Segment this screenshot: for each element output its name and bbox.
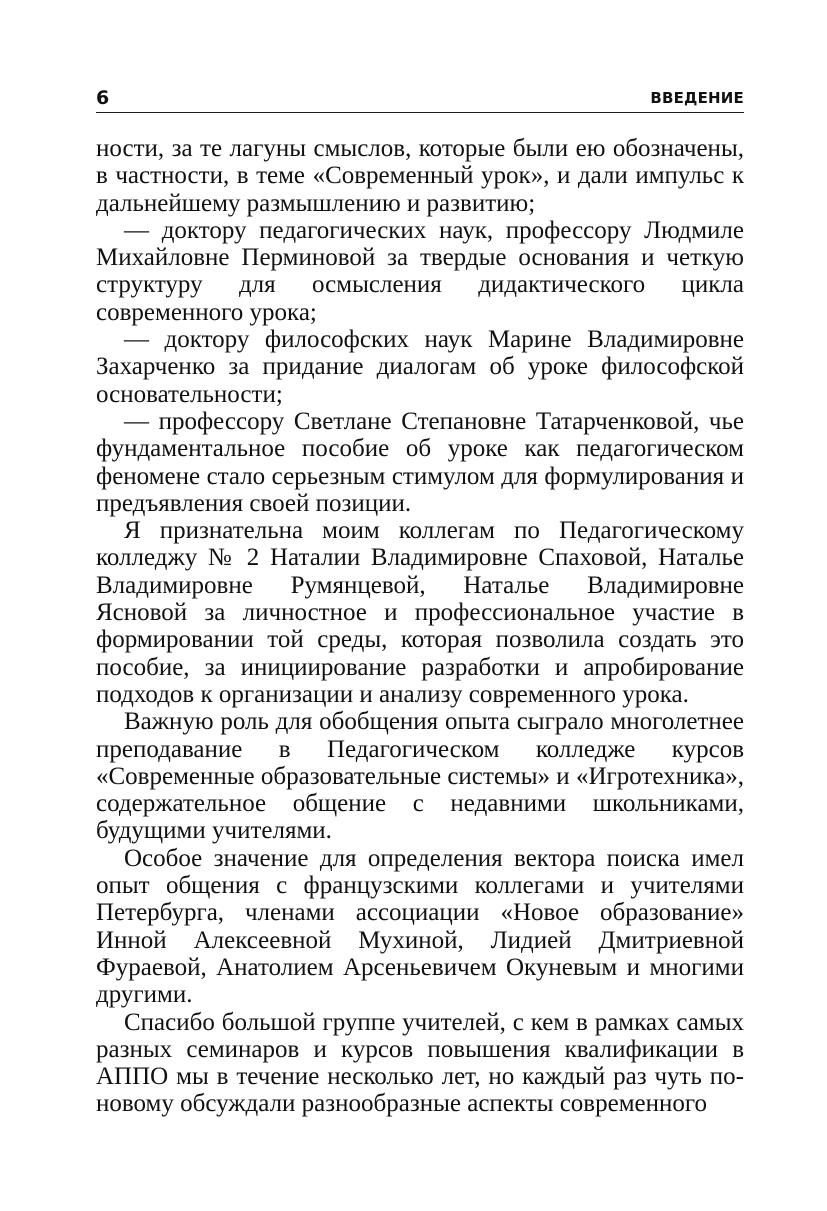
- paragraph: Особое значение для определения вектора поиска имел опыт общения с французскими коллегами и учителями Петербурга, членами ассоциации «Новое образование» Инной Алексеевной Мухиной, Лидией Дмитриевной Фураевой, Анатолием Арсеньевичем Окуневым и многими другими.: [96, 844, 744, 1009]
- paragraph: Спасибо большой группе учителей, с кем в рамках самых разных семинаров и курсов повышения квалификации в АППО мы в течение несколько лет, но каждый раз чуть по-новому обсуждали разнообразные аспекты современного: [96, 1008, 744, 1118]
- paragraph: Я признательна моим коллегам по Педагогическому колледжу № 2 Наталии Владимировне Спаховой, Наталье Владимировне Румянцевой, Наталье Владимировне Ясновой за личностное и профессиональное участие в формировании той среды, которая позволила создать это пособие, за инициирование разработки и апробирование подходов к организации и анализу современного урока.: [96, 517, 744, 708]
- paragraph-continuation: ности, за те лагуны смыслов, которые были ею обозначены, в частности, в теме «Современный урок», и дали импульс к дальнейшему размышлению и развитию;: [96, 135, 744, 217]
- page-number: 6: [96, 87, 110, 109]
- acknowledgement-item: — доктору философских наук Марине Владимировне Захарченко за придание диалогам об уроке философской основательности;: [96, 326, 744, 408]
- running-header: [96, 80, 744, 113]
- book-page: [96, 80, 744, 1118]
- body-text: [96, 135, 744, 1118]
- paragraph: Важную роль для обобщения опыта сыграло многолетнее преподавание в Педагогическом колледже курсов «Современные образовательные системы» и «Игротехника», содержательное общение с недавними школьниками, будущими учителями.: [96, 708, 744, 845]
- acknowledgement-item: — доктору педагогических наук, профессору Людмиле Михайловне Перминовой за твердые основания и четкую структуру для осмысления дидактического цикла современного урока;: [96, 216, 744, 326]
- chapter-title: ВВЕДЕНИЕ: [650, 89, 744, 107]
- acknowledgement-item: — профессору Светлане Степановне Татарченковой, чье фундаментальное пособие об уроке как педагогическом феномене стало серьезным стимулом для формулирования и предъявления своей позиции.: [96, 407, 744, 517]
